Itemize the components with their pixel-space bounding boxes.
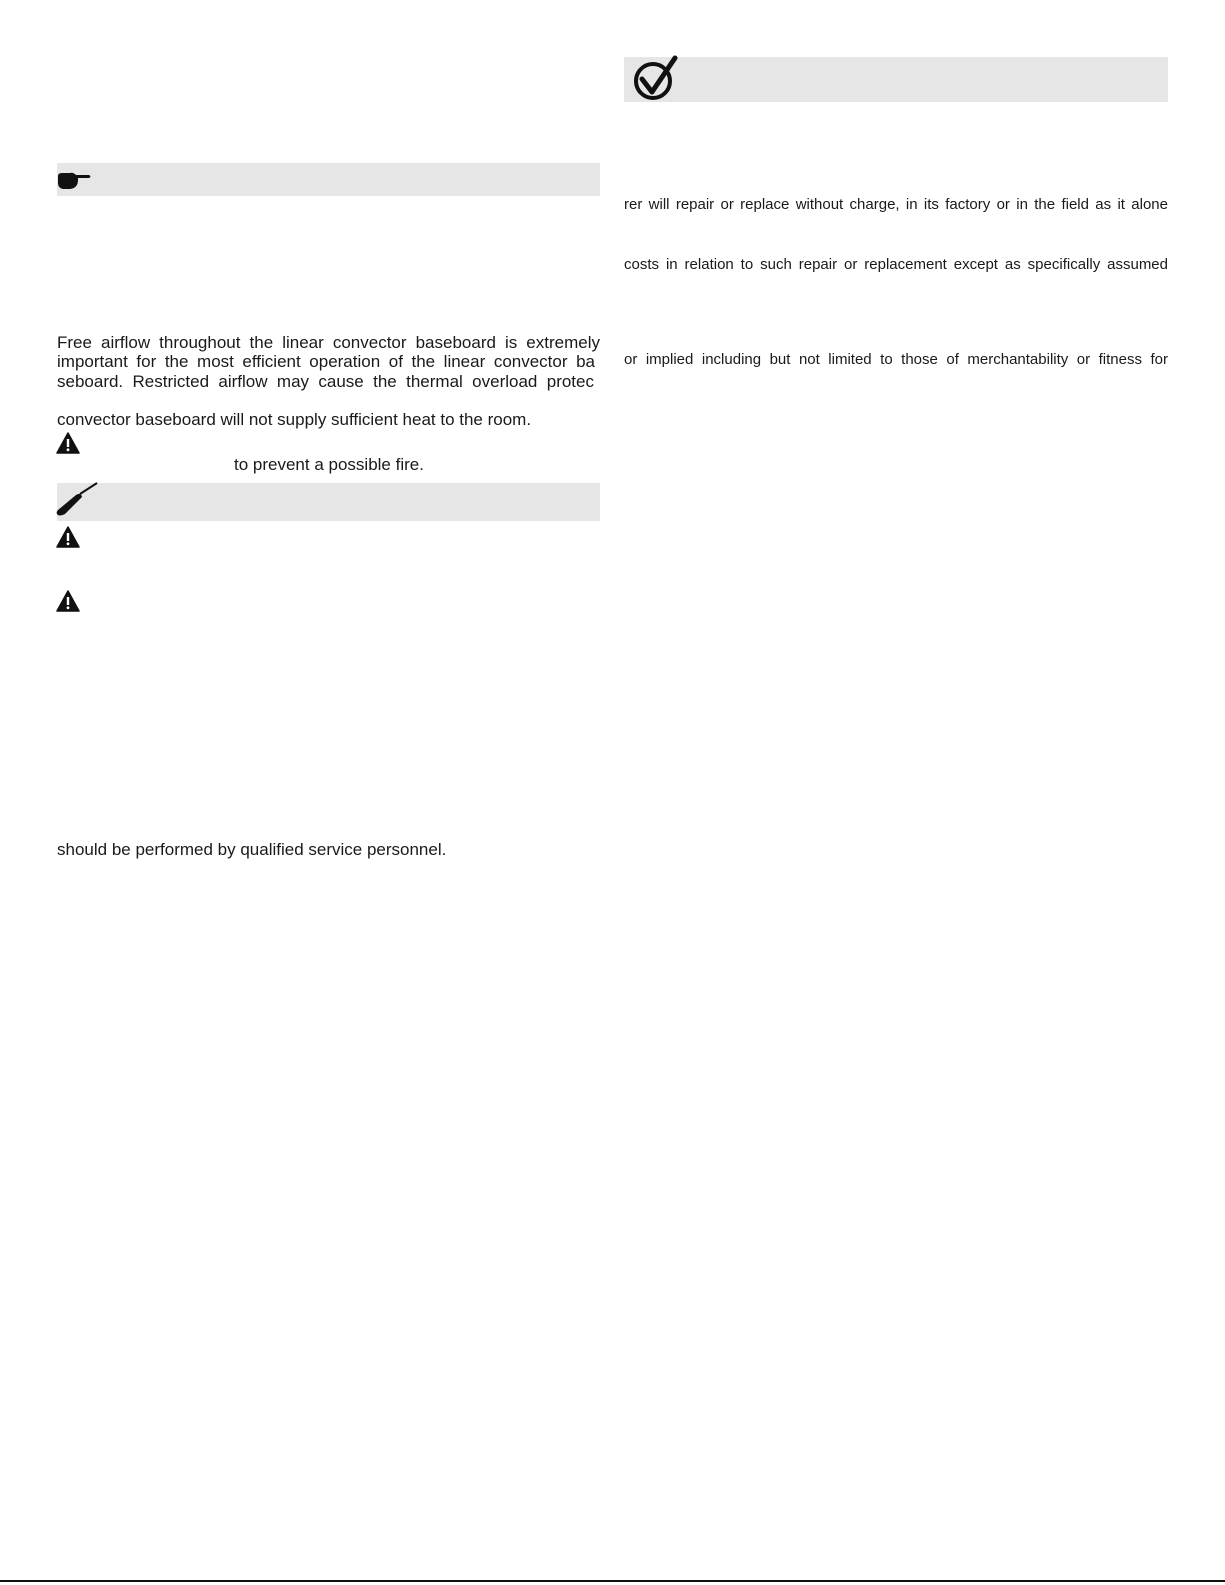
warning-fire-text: to prevent a possible fire. — [234, 455, 424, 474]
airflow-line-1: Free airflow throughout the linear convector baseboard is extremely — [57, 333, 600, 352]
section-bar-warranty — [624, 57, 1168, 102]
screwdriver-icon — [54, 482, 100, 518]
airflow-line-4: convector baseboard will not supply sufficient heat to the room. — [57, 410, 532, 429]
pointing-hand-icon — [56, 170, 92, 192]
warning-triangle-icon — [56, 432, 80, 454]
warranty-line-1: rer will repair or replace without charge, in its factory or in the field as it alone — [624, 196, 1168, 213]
warning-triangle-icon — [56, 590, 80, 612]
warranty-line-3: or implied including but not limited to those of merchantability or fitness for — [624, 351, 1168, 368]
section-bar-maintenance — [57, 483, 600, 521]
footer-rule — [0, 1580, 1225, 1582]
section-bar-notice — [57, 163, 600, 196]
airflow-line-2: important for the most efficient operation of the linear convector ba — [57, 352, 595, 371]
warranty-line-2: costs in relation to such repair or replacement except as specifically assumed — [624, 256, 1168, 273]
warning-triangle-icon — [56, 526, 80, 548]
service-personnel-text: should be performed by qualified service personnel. — [57, 840, 447, 859]
airflow-line-3: seboard. Restricted airflow may cause the thermal overload protec — [57, 372, 594, 391]
checkmark-circle-icon — [632, 55, 680, 103]
